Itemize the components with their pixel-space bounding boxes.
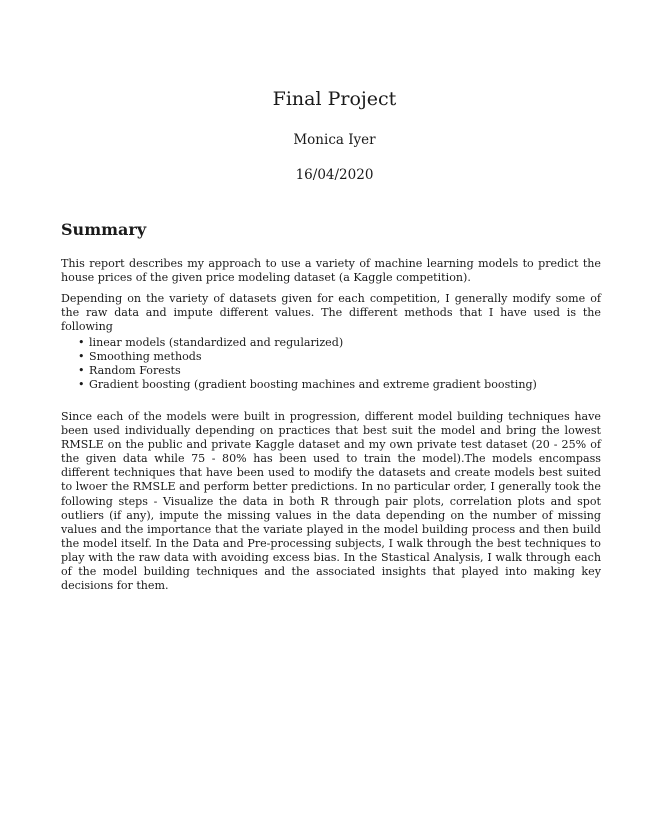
- list-item: [78, 336, 598, 350]
- list-item-text: Random Forests: [89, 364, 181, 378]
- document-title: Final Project: [272, 88, 397, 110]
- list-item-text: Smoothing methods: [89, 350, 202, 364]
- summary-paragraph-1: This report describes my approach to use a variety of machine learning models to predict the house prices of the given price modeling dataset (a Kaggle competition).: [61, 257, 601, 285]
- document-author: Monica Iyer: [293, 132, 376, 148]
- bullet-icon: •: [78, 364, 85, 378]
- bullet-icon: •: [78, 378, 85, 392]
- list-item: [78, 378, 598, 392]
- section-heading-summary: Summary: [61, 220, 147, 239]
- list-item-text: linear models (standardized and regularized): [89, 336, 344, 349]
- list-item: [78, 350, 598, 364]
- methods-list: [78, 336, 598, 392]
- summary-paragraph-2: Depending on the variety of datasets given for each competition, I generally modify some of the raw data and impute different values. The different methods that I have used is the following: [61, 292, 601, 334]
- bullet-icon: •: [78, 336, 85, 349]
- document-date: 16/04/2020: [295, 167, 374, 183]
- bullet-icon: •: [78, 350, 85, 364]
- list-item: [78, 364, 598, 378]
- summary-paragraph-3: Since each of the models were built in progression, different model building techniques have been used individually depending on practices that best suit the model and bring the lowest RMSLE on the public and private Kaggle dataset and my own private test dataset (20 - 25% of the given data while 75 - 80% has been used to train the model).The models encompass different techniques that have been used to modify the datasets and create models best suited to lwoer the RMSLE and perform better predictions. In no particular order, I generally took the following steps - Visualize the data in both R through pair plots, correlation plots and spot outliers (if any), impute the missing values in the data depending on the number of missing values and the importance that the variate played in the model building process and then build the model itself. In the Data and Pre-processing subjects, I walk through the best techniques to play with the raw data with avoiding excess bias. In the Stastical Analysis, I walk through each of the model building techniques and the associated insights that played into making key decisions for them.: [61, 410, 601, 593]
- list-item-text: Gradient boosting (gradient boosting machines and extreme gradient boosting): [89, 378, 537, 392]
